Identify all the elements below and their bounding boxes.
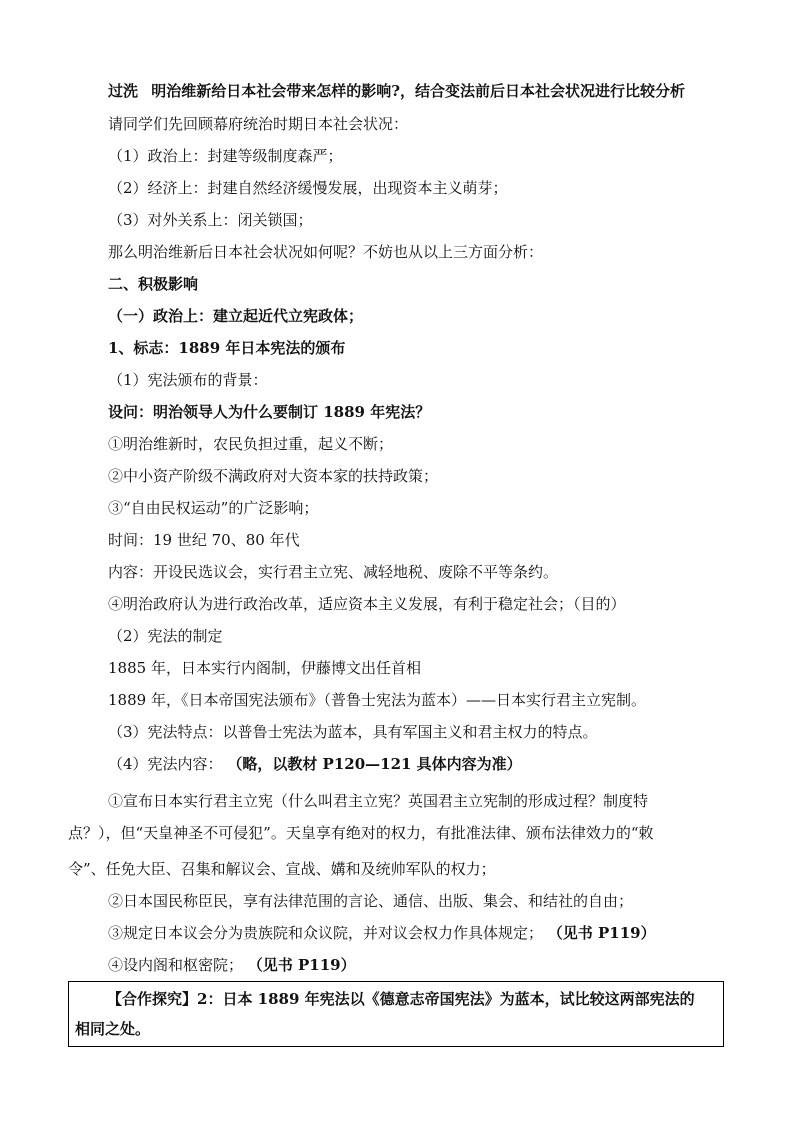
review-foreign: （3）对外关系上：闭关锁国；: [108, 211, 313, 229]
reason-4: ④明治政府认为进行政治改革，适应资本主义发展，有利于稳定社会；（目的）: [108, 595, 626, 613]
contents-label: （4）宪法内容：: [108, 755, 223, 773]
analysis-prompt: 那么明治维新后日本社会状况如何呢？不妨也从以上三方面分析：: [108, 243, 544, 261]
drafting-heading: （2）宪法的制定: [108, 627, 223, 645]
background-heading: （1）宪法颁布的背景：: [108, 371, 268, 389]
content-item-3-ref: （见书 P119）: [547, 924, 656, 942]
question-line: 设问：明治领导人为什么要制订 1889 年宪法？: [108, 403, 431, 421]
review-politics: （1）政治上：封建等级制度森严；: [108, 147, 343, 165]
content-line: 内容：开设民选议会，实行君主立宪、减轻地税、废除不平等条约。: [108, 563, 559, 581]
review-economy: （2）经济上：封建自然经济缓慢发展，出现资本主义萌芽；: [108, 179, 508, 197]
reason-1: ①明治维新时，农民负担过重，起义不断；: [108, 435, 394, 453]
contents-heading: [108, 753, 522, 775]
content-item-3-text: ③规定日本议会分为贵族院和众议院，并对议会权力作具体规定；: [108, 924, 544, 942]
content-item-4-text: ④设内阁和枢密院；: [108, 956, 244, 974]
review-intro: 请同学们先回顾幕府统治时期日本社会状况：: [108, 115, 409, 133]
contents-note: （略，以教材 P120—121 具体内容为准）: [227, 755, 522, 773]
reason-3: ③“自由民权运动”的广泛影响；: [108, 499, 319, 517]
cooperative-inquiry-box: [68, 981, 724, 1047]
features-line: （3）宪法特点：以普鲁士宪法为蓝本，具有军国主义和君主权力的特点。: [108, 723, 598, 741]
inquiry-line-1: 【合作探究】2：日本 1889 年宪法以《德意志帝国宪法》为蓝本，试比较这两部宪法的: [107, 990, 695, 1008]
content-item-4: [108, 954, 356, 976]
section-heading: 二、积极影响: [108, 275, 199, 293]
transition-question: 明治维新给日本社会带来怎样的影响?，结合变法前后日本社会状况进行比较分析: [151, 82, 686, 100]
constitution-1889: 1889 年，《日本帝国宪法颁布》（普鲁士宪法为蓝本）——日本实行君主立宪制。: [108, 691, 646, 709]
inquiry-line-2: 相同之处。: [75, 1020, 151, 1038]
content-item-1b: 点？），但“天皇神圣不可侵犯”。天皇享有绝对的权力，有批准法律、颁布法律效力的“敕: [68, 824, 654, 842]
content-item-1c: 令”、任免大臣、召集和解议会、宣战、媾和及统帅军队的权力；: [68, 860, 496, 878]
transition-line: [108, 80, 685, 102]
content-item-1a: ①宣布日本实行君主立宪（什么叫君主立宪？英国君主立宪制的形成过程？制度特: [108, 792, 649, 810]
transition-label: 过洗: [108, 82, 139, 100]
content-item-3: [108, 922, 656, 944]
time-line: 时间：19 世纪 70、80 年代: [108, 531, 300, 549]
content-item-2: ②日本国民称臣民，享有法律范围的言论、通信、出版、集会、和结社的自由；: [108, 892, 634, 910]
subsection-heading: （一）政治上：建立起近代立宪政体；: [108, 307, 364, 325]
reason-2: ②中小资产阶级不满政府对大资本家的扶持政策；: [108, 467, 439, 485]
content-item-4-ref: （见书 P119）: [247, 956, 356, 974]
marker-heading: 1、标志：1889 年日本宪法的颁布: [108, 339, 346, 357]
cabinet-1885: 1885 年，日本实行内阁制，伊藤博文出任首相: [108, 659, 421, 677]
